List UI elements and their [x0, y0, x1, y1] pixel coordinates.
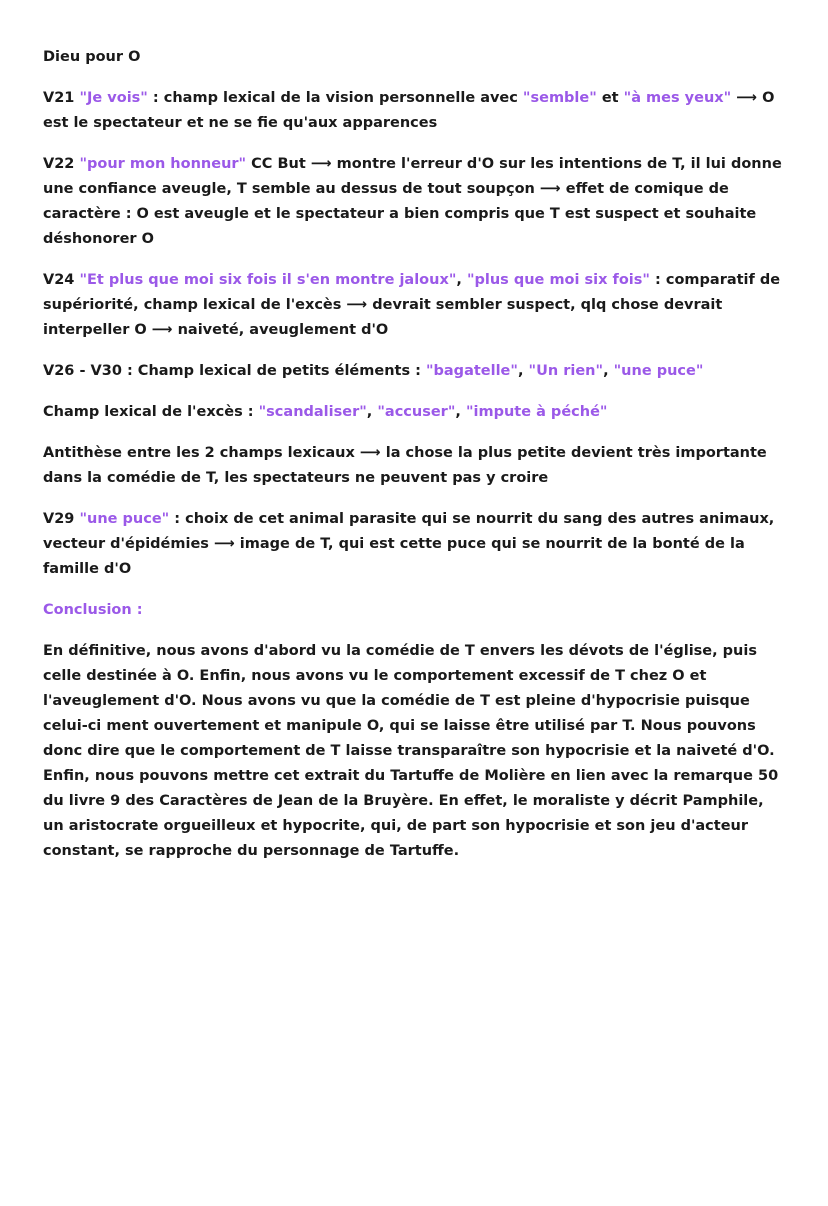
note-text: , — [603, 363, 614, 379]
note-text: Antithèse entre les 2 champs lexicaux ⟶ la chose la plus petite devient très importante dans la comédie de T, les spectateurs ne peuvent pas y croire — [43, 445, 767, 486]
quote-highlight: "impute à péché" — [465, 404, 608, 420]
note-text: : comparatif de supériorité, champ lexical de l'excès ⟶ devrait sembler suspect, qlq chose devrait interpeller O ⟶ naiveté, aveuglement d'O — [43, 272, 781, 338]
note-paragraph — [43, 507, 788, 582]
note-paragraph — [43, 86, 788, 136]
conclusion-paragraph: En définitive, nous avons d'abord vu la comédie de T envers les dévots de l'église, puis celle destinée à O. Enfin, nous avons vu le comportement excessif de T chez O et l'aveuglement d'O. Nous avons vu que la comédie de T est pleine d'hypocrisie puisque celui-ci ment ouvertement et manipule O, qui se laisse être utilisé par T. Nous pouvons donc dire que le comportement de T laisse transparaître son hypocrisie et la naiveté d'O. Enfin, nous pouvons mettre cet extrait du Tartuffe de Molière en lien avec la remarque 50 du livre 9 des Caractères de Jean de la Bruyère. En effet, le moraliste y décrit Pamphile, un aristocrate orgueilleux et hypocrite, qui, de part son hypocrisie et son jeu d'acteur constant, se rapproche du personnage de Tartuffe. — [43, 643, 779, 859]
note-text: , — [455, 404, 466, 420]
note-text: V22 — [43, 156, 80, 172]
note-text: ⟶ O est le spectateur et ne se fie qu'aux apparences — [43, 90, 775, 131]
conclusion-heading: Conclusion : — [43, 602, 143, 618]
quote-highlight: "Et plus que moi six fois il s'en montre jaloux" — [79, 272, 457, 288]
analysis-notes — [43, 45, 788, 582]
quote-highlight: "à mes yeux" — [623, 90, 732, 106]
quote-highlight: "accuser" — [377, 404, 456, 420]
note-text: , — [366, 404, 378, 420]
note-text: et — [596, 90, 624, 106]
quote-highlight: "une puce" — [613, 363, 704, 379]
note-text: V24 — [43, 272, 80, 288]
note-text: CC But ⟶ montre l'erreur d'O sur les intentions de T, il lui donne une confiance aveugle, T semble au dessus de tout soupçon ⟶ effet de comique de caractère : O est aveugle et le spectateur a bien compris que T est suspect et souhaite déshonorer O — [43, 156, 782, 247]
note-text: Dieu pour O — [43, 49, 141, 65]
quote-highlight: "scandaliser" — [258, 404, 367, 420]
note-text: , — [517, 363, 529, 379]
note-paragraph — [43, 359, 788, 384]
note-text: V26 - V30 : Champ lexical de petits éléments : — [43, 363, 426, 379]
note-text: V29 — [43, 511, 80, 527]
note-text: : choix de cet animal parasite qui se nourrit du sang des autres animaux, vecteur d'épidémies ⟶ image de T, qui est cette puce qui se nourrit de la bonté de la famille d'O — [43, 511, 775, 577]
note-paragraph — [43, 400, 788, 425]
note-paragraph — [43, 45, 788, 70]
quote-highlight: "plus que moi six fois" — [466, 272, 650, 288]
quote-highlight: "bagatelle" — [425, 363, 518, 379]
note-text: Champ lexical de l'excès : — [43, 404, 259, 420]
quote-highlight: "semble" — [522, 90, 597, 106]
quote-highlight: "une puce" — [79, 511, 170, 527]
document-page — [43, 45, 788, 880]
note-paragraph — [43, 268, 788, 343]
note-text: V21 — [43, 90, 80, 106]
quote-highlight: "Je vois" — [79, 90, 148, 106]
note-text: , — [456, 272, 467, 288]
note-paragraph — [43, 152, 788, 252]
note-text: : champ lexical de la vision personnelle avec — [147, 90, 523, 106]
quote-highlight: "Un rien" — [528, 363, 604, 379]
quote-highlight: "pour mon honneur" — [79, 156, 247, 172]
note-paragraph — [43, 441, 788, 491]
